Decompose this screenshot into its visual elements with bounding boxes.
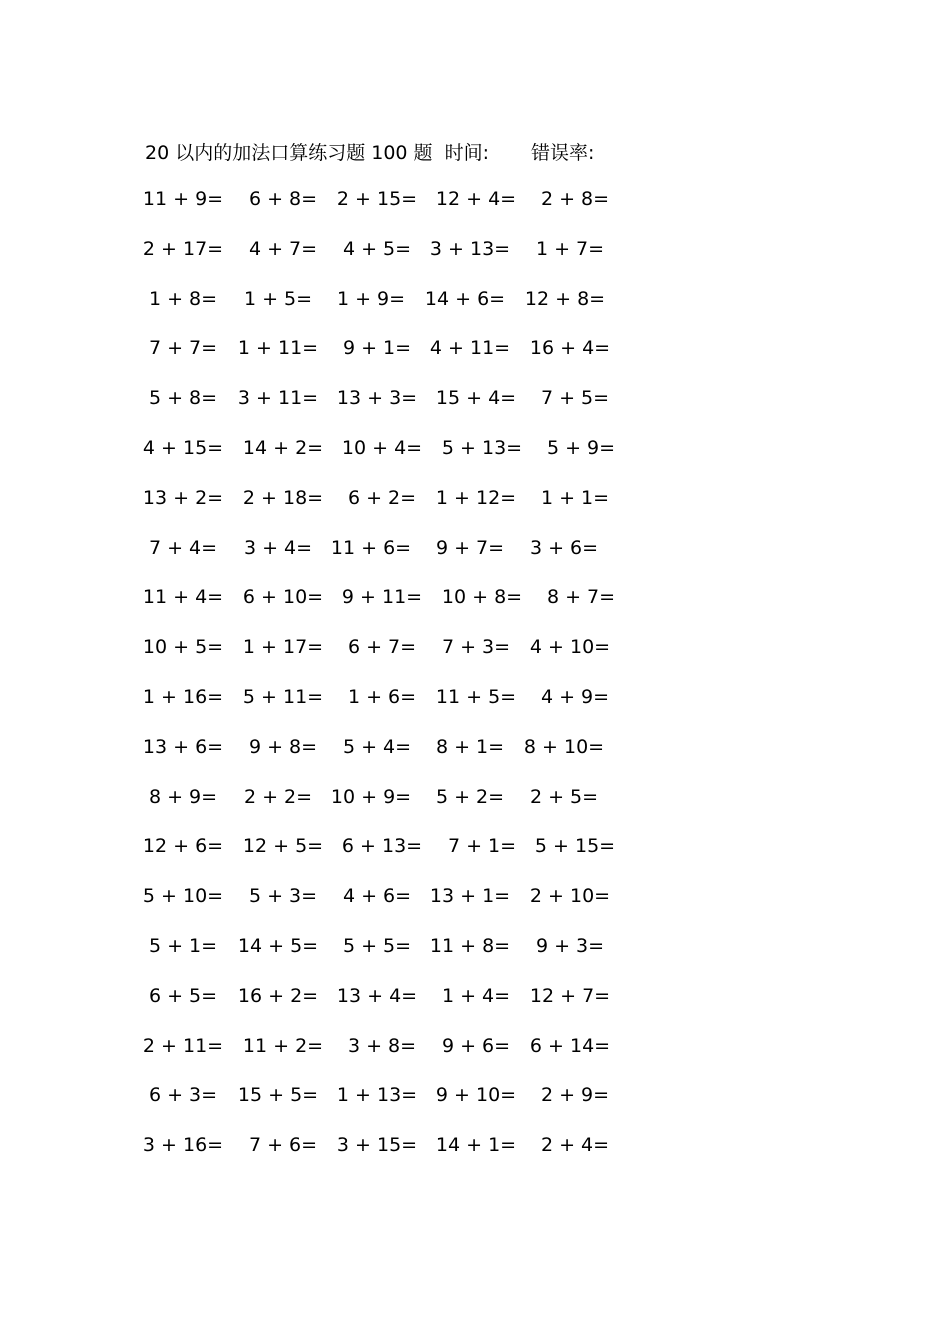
problem-item: 4 + 15=	[142, 437, 224, 459]
problem-item: 3 + 13=	[429, 237, 511, 260]
problem-item: 7 + 7=	[148, 337, 218, 360]
problem-item: 5 + 8=	[148, 387, 218, 410]
problem-item: 6 + 13=	[341, 835, 423, 858]
problem-item: 3 + 4=	[243, 536, 313, 559]
problem-item: 1 + 6=	[347, 686, 417, 708]
problem-item: 6 + 3=	[148, 1084, 218, 1107]
problem-item: 5 + 11=	[242, 686, 324, 708]
problem-item: 2 + 8=	[540, 188, 610, 210]
problem-item: 15 + 4=	[435, 387, 517, 410]
problem-item: 14 + 2=	[242, 437, 324, 459]
problem-item: 1 + 7=	[535, 237, 605, 260]
problem-item: 5 + 15=	[534, 835, 616, 858]
problem-item: 2 + 15=	[336, 188, 418, 210]
problem-item: 4 + 5=	[342, 237, 412, 260]
problem-row	[0, 433, 950, 463]
problem-row	[0, 333, 950, 363]
problem-item: 11 + 2=	[242, 1034, 324, 1057]
problem-item: 5 + 1=	[148, 935, 218, 957]
problem-item: 12 + 6=	[142, 835, 224, 858]
problem-item: 2 + 5=	[529, 785, 599, 808]
problem-item: 10 + 9=	[330, 785, 412, 808]
problem-item: 13 + 4=	[336, 984, 418, 1007]
problem-item: 10 + 5=	[142, 636, 224, 659]
problem-item: 7 + 6=	[248, 1134, 318, 1157]
problem-item: 7 + 5=	[540, 387, 610, 410]
problem-row	[0, 184, 950, 214]
problem-item: 13 + 2=	[142, 486, 224, 509]
problem-item: 1 + 12=	[435, 486, 517, 509]
problem-row	[0, 533, 950, 563]
problem-item: 13 + 1=	[429, 885, 511, 908]
problem-item: 12 + 5=	[242, 835, 324, 858]
problem-item: 4 + 6=	[342, 885, 412, 908]
problem-item: 8 + 10=	[523, 735, 605, 758]
problem-item: 14 + 5=	[237, 935, 319, 957]
problem-item: 6 + 5=	[148, 984, 218, 1007]
problem-row	[0, 682, 950, 712]
problem-item: 10 + 8=	[441, 586, 523, 609]
problem-item: 8 + 1=	[435, 735, 505, 758]
problem-item: 7 + 1=	[447, 835, 517, 858]
problem-row	[0, 483, 950, 513]
problem-item: 8 + 7=	[546, 586, 616, 609]
problem-row	[0, 981, 950, 1011]
problem-row	[0, 284, 950, 314]
problem-row	[0, 582, 950, 612]
problem-item: 1 + 4=	[441, 984, 511, 1007]
problem-item: 5 + 4=	[342, 735, 412, 758]
problem-item: 1 + 8=	[148, 287, 218, 310]
problem-item: 5 + 13=	[441, 437, 523, 459]
problem-item: 1 + 17=	[242, 636, 324, 659]
problem-item: 11 + 4=	[142, 586, 224, 609]
problem-row	[0, 931, 950, 961]
problem-item: 7 + 3=	[441, 636, 511, 659]
problem-item: 11 + 8=	[429, 935, 511, 957]
problem-row	[0, 1130, 950, 1160]
problem-item: 2 + 10=	[529, 885, 611, 908]
problem-item: 15 + 5=	[237, 1084, 319, 1107]
problem-row	[0, 881, 950, 911]
problem-row	[0, 1031, 950, 1061]
problem-item: 11 + 9=	[142, 188, 224, 210]
problem-item: 1 + 13=	[336, 1084, 418, 1107]
problem-item: 9 + 8=	[248, 735, 318, 758]
problem-item: 1 + 11=	[237, 337, 319, 360]
problem-item: 6 + 8=	[248, 188, 318, 210]
problem-item: 1 + 5=	[243, 287, 313, 310]
problem-item: 3 + 6=	[529, 536, 599, 559]
problem-item: 10 + 4=	[341, 437, 423, 459]
problem-row	[0, 383, 950, 413]
problem-row	[0, 732, 950, 762]
problem-row	[0, 831, 950, 861]
problem-item: 3 + 11=	[237, 387, 319, 410]
problem-item: 1 + 1=	[540, 486, 610, 509]
problem-item: 5 + 9=	[546, 437, 616, 459]
problem-item: 4 + 10=	[529, 636, 611, 659]
problem-item: 4 + 7=	[248, 237, 318, 260]
problem-item: 16 + 2=	[237, 984, 319, 1007]
problem-item: 9 + 1=	[342, 337, 412, 360]
problem-item: 6 + 7=	[347, 636, 417, 659]
problem-item: 5 + 2=	[435, 785, 505, 808]
problem-item: 2 + 17=	[142, 237, 224, 260]
problem-item: 11 + 5=	[435, 686, 517, 708]
problem-row	[0, 782, 950, 812]
problem-item: 1 + 9=	[336, 287, 406, 310]
problem-item: 14 + 6=	[424, 287, 506, 310]
problem-item: 6 + 10=	[242, 586, 324, 609]
problem-item: 16 + 4=	[529, 337, 611, 360]
problem-item: 11 + 6=	[330, 536, 412, 559]
worksheet-title: 20 以内的加法口算练习题 100 题	[145, 141, 433, 164]
time-label: 时间:	[444, 141, 489, 164]
problem-item: 13 + 3=	[336, 387, 418, 410]
problem-item: 9 + 11=	[341, 586, 423, 609]
problem-item: 13 + 6=	[142, 735, 224, 758]
problem-item: 9 + 6=	[441, 1034, 511, 1057]
problem-item: 8 + 9=	[148, 785, 218, 808]
problem-item: 1 + 16=	[142, 686, 224, 708]
problem-item: 6 + 2=	[347, 486, 417, 509]
problem-item: 9 + 7=	[435, 536, 505, 559]
problem-item: 2 + 9=	[540, 1084, 610, 1107]
problem-item: 9 + 3=	[535, 935, 605, 957]
problem-row	[0, 632, 950, 662]
problem-item: 3 + 15=	[336, 1134, 418, 1157]
problem-item: 14 + 1=	[435, 1134, 517, 1157]
problem-item: 3 + 16=	[142, 1134, 224, 1157]
problem-item: 2 + 18=	[242, 486, 324, 509]
problem-item: 5 + 10=	[142, 885, 224, 908]
problem-item: 6 + 14=	[529, 1034, 611, 1057]
problem-row	[0, 1080, 950, 1110]
problem-row	[0, 234, 950, 264]
problem-item: 2 + 4=	[540, 1134, 610, 1157]
problem-item: 5 + 3=	[248, 885, 318, 908]
problem-item: 4 + 9=	[540, 686, 610, 708]
problem-item: 7 + 4=	[148, 536, 218, 559]
problem-item: 5 + 5=	[342, 935, 412, 957]
problem-item: 9 + 10=	[435, 1084, 517, 1107]
problem-item: 2 + 11=	[142, 1034, 224, 1057]
problem-item: 2 + 2=	[243, 785, 313, 808]
problem-item: 12 + 4=	[435, 188, 517, 210]
problem-item: 4 + 11=	[429, 337, 511, 360]
error-rate-label: 错误率:	[530, 141, 595, 164]
problem-item: 3 + 8=	[347, 1034, 417, 1057]
problem-item: 12 + 8=	[524, 287, 606, 310]
problem-item: 12 + 7=	[529, 984, 611, 1007]
